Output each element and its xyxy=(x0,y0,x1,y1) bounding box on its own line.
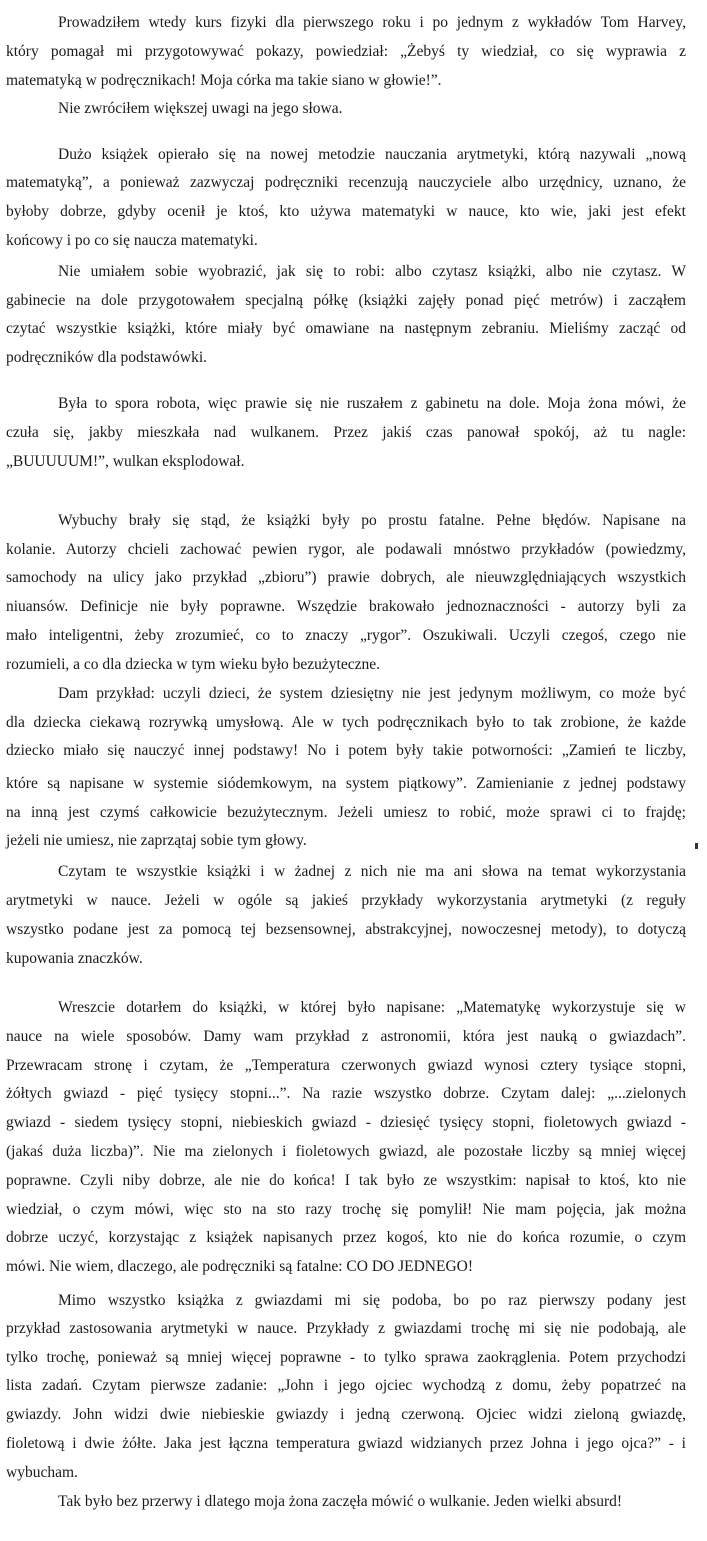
paragraph-line: wszystko podane jest za pomocą tej bezsensownej, abstrakcyjnej, nowoczesnej metody), to dotyczą xyxy=(6,921,686,938)
paragraph-line: na inną jest czymś całkowicie bezużytecznym. Jeżeli umiesz to robić, może sprawi ci to frajdę; xyxy=(6,804,686,821)
paragraph-line: nauce na wiele sposobów. Damy wam przykład z astronomii, która jest nauką o gwiazdach”. xyxy=(6,1028,686,1045)
paragraph-line: dziecko miało się nauczyć innej podstawy! No i potem były takie potworności: „Zamień te liczby, xyxy=(6,742,686,759)
paragraph-line: który pomagał mi przygotowywać pokazy, powiedział: „Żebyś ty wiedział, co się wyprawia z xyxy=(6,43,686,60)
paragraph-line: czuła się, jakby mieszkała nad wulkanem. Przez jakiś czas panował spokój, aż tu nagle: xyxy=(6,424,686,441)
paragraph-first-line: Tak było bez przerwy i dlatego moja żona zaczęła mówić o wulkanie. Jeden wielki absurd! xyxy=(58,1493,623,1510)
margin-mark xyxy=(695,843,698,849)
paragraph-line: podręczników dla podstawówki. xyxy=(6,349,208,366)
paragraph-first-line: Nie zwróciłem większej uwagi na jego słowa. xyxy=(58,100,343,117)
paragraph-first-line: Nie umiałem sobie wyobrazić, jak się to robi: albo czytasz książki, albo nie czytasz. W xyxy=(58,263,686,280)
paragraph-line: jeżeli nie umiesz, nie zaprzątaj sobie tym głowy. xyxy=(6,832,307,849)
paragraph-line: matematyką w podręcznikach! Moja córka ma takie siano w głowie!”. xyxy=(6,72,442,89)
paragraph-first-line: Czytam te wszystkie książki i w żadnej z nich nie ma ani słowa na temat wykorzystania xyxy=(58,863,686,880)
paragraph-line: czytać wszystkie książki, które miały być omawiane na następnym zebraniu. Mieliśmy zacząć od xyxy=(6,320,686,337)
paragraph-line: mało inteligentni, żeby zrozumieć, co to znaczy „rygor”. Oszukiwali. Uczyli czegoś, czego nie xyxy=(6,627,686,644)
paragraph-line: Przewracam stronę i czytam, że „Temperatura czerwonych gwiazd wynosi cztery tysiące stopni, xyxy=(6,1057,686,1074)
paragraph-line: gwiazdy. John widzi dwie niebieskie gwiazdy i jedną czerwoną. Ojciec widzi zieloną gwiazdę, xyxy=(6,1406,686,1423)
paragraph-line: poprawne. Czyli niby dobrze, ale nie do końca! I tak było ze wszystkim: napisał to ktoś, kto nie xyxy=(6,1172,686,1189)
paragraph-line: arytmetyki w nauce. Jeżeli w ogóle są jakieś przykłady wykorzystania arytmetyki (z reguły xyxy=(6,892,686,909)
paragraph-line: samochody na ulicy jako przykład „zbioru”) prawie dobrych, ale nieuwzględniających wszystkich xyxy=(6,569,686,586)
paragraph-first-line: Wybuchy brały się stąd, że książki były po prostu fatalne. Pełne błędów. Napisane na xyxy=(58,512,686,529)
paragraph-first-line: Wreszcie dotarłem do książki, w której było napisane: „Matematykę wykorzystuje się w xyxy=(58,999,686,1016)
paragraph-line: kupowania znaczków. xyxy=(6,950,143,967)
paragraph-line: końcowy i po co się naucza matematyki. xyxy=(6,232,258,249)
paragraph-first-line: Była to spora robota, więc prawie się nie ruszałem z gabinetu na dole. Moja żona mówi, że xyxy=(58,395,686,412)
paragraph-line: kolanie. Autorzy chcieli zachować pewien rygor, ale podawali mnóstwo przykładów (powiedzmy, xyxy=(6,541,686,558)
paragraph-line: wiedział, o czym mówi, więc sto na sto razy trochę się pomylił! Nie mam pojęcia, jak można xyxy=(6,1201,686,1218)
paragraph-line: wybucham. xyxy=(6,1464,78,1481)
paragraph-line: mówi. Nie wiem, dlaczego, ale podręczniki są fatalne: CO DO JEDNEGO! xyxy=(6,1258,474,1275)
paragraph-first-line: Dam przykład: uczyli dzieci, że system dziesiętny nie jest jedynym możliwym, co może być xyxy=(58,685,686,702)
paragraph-line: niuansów. Definicje nie były poprawne. Wszędzie brakowało jednoznaczności - autorzy byli za xyxy=(6,598,686,615)
paragraph-line: tylko trochę, ponieważ są mniej więcej poprawne - to tylko sprawa zaokrąglenia. Potem przychodzi xyxy=(6,1349,686,1366)
paragraph-first-line: Mimo wszystko książka z gwiazdami mi się podoba, bo po raz pierwszy podany jest xyxy=(58,1292,686,1309)
paragraph-line: przykład zastosowania arytmetyki w nauce. Przykłady z gwiazdami trochę mi się nie podobają, ale xyxy=(6,1320,686,1337)
paragraph-line: gabinecie na dole przygotowałem specjalną półkę (książki zajęły ponad pięć metrów) i zacząłem xyxy=(6,292,686,309)
paragraph-line: matematyką”, a ponieważ zazwyczaj podręczniki recenzują nauczyciele albo urzędnicy, uznano, że xyxy=(6,174,686,191)
paragraph-line: dobrze uczyć, korzystając z książek napisanych przez kogoś, kto nie do końca rozumie, o czym xyxy=(6,1229,686,1246)
paragraph-line: gwiazd - siedem tysięcy stopni, niebieskich gwiazd - dziesięć tysięcy stopni, fioletowych gwiazd - xyxy=(6,1114,686,1131)
paragraph-line: byłoby dobrze, gdyby ocenił je ktoś, kto używa matematyki w nauce, kto wie, jaki jest efekt xyxy=(6,203,686,220)
paragraph-line: które są napisane w systemie siódemkowym, na system piątkowy”. Zamienianie z jednej podstawy xyxy=(6,775,686,792)
paragraph-line: fioletową i dwie żółte. Jaka jest łączna temperatura gwiazd widzianych przez Johna i jego ojca?” - i xyxy=(6,1435,686,1452)
paragraph-first-line: Dużo książek opierało się na nowej metodzie nauczania arytmetyki, którą nazywali „nową xyxy=(58,146,686,163)
paragraph-line: lista zadań. Czytam pierwsze zadanie: „John i jego ojciec wychodzą z domu, żeby popatrzeć na xyxy=(6,1377,686,1394)
paragraph-first-line: Prowadziłem wtedy kurs fizyki dla pierwszego roku i po jednym z wykładów Tom Harvey, xyxy=(58,14,686,31)
paragraph-line: „BUUUUUM!”, wulkan eksplodował. xyxy=(6,453,245,470)
paragraph-line: (jakaś duża liczba)”. Nie ma zielonych i fioletowych gwiazd, ale pozostałe liczby są mniej więcej xyxy=(6,1143,686,1160)
paragraph-line: żółtych gwiazd - pięć tysięcy stopni...”. Na razie wszystko dobrze. Czytam dalej: „...zielonych xyxy=(6,1085,686,1102)
paragraph-line: rozumieli, a co dla dziecka w tym wieku było bezużyteczne. xyxy=(6,656,380,673)
paragraph-line: dla dziecka ciekawą rozrywką umysłową. Ale w tych podręcznikach było to tak zrobione, że każde xyxy=(6,714,686,731)
